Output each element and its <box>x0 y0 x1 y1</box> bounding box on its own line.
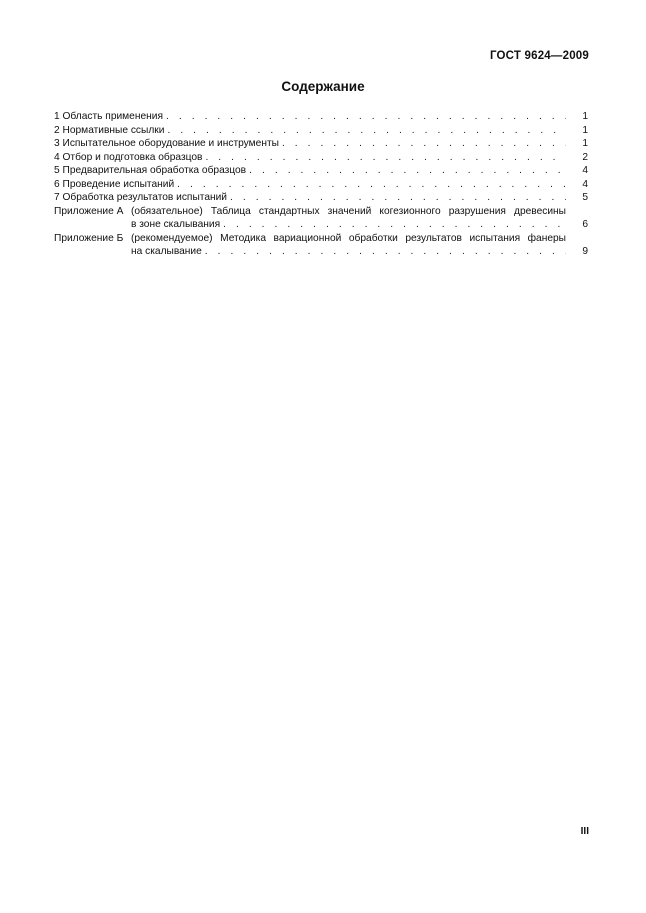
toc-item-results-processing[interactable] <box>54 191 588 205</box>
toc-item-annex-b[interactable] <box>54 232 588 259</box>
toc-item-text: 6 Проведение испытаний <box>54 178 175 190</box>
toc-item-sampling[interactable] <box>54 151 588 165</box>
toc-leader-dots <box>167 124 566 138</box>
toc-item-page: 6 <box>582 219 588 230</box>
toc-item-text: 7 Обработка результатов испытаний <box>54 192 227 203</box>
toc-item-scope[interactable] <box>54 110 588 124</box>
toc-item-text: 2 Нормативные ссылки <box>54 124 165 136</box>
annex-body <box>131 232 588 259</box>
toc-leader-dots <box>205 245 566 259</box>
toc-leader-dots <box>282 137 566 151</box>
annex-title-line2: на скалывание <box>131 246 202 257</box>
standard-id: ГОСТ 9624—2009 <box>489 50 589 62</box>
toc-leader-dots <box>230 191 566 205</box>
annex-title-line1: (рекомендуемое) Методика вариационной обработки результатов испытания фанеры <box>131 232 566 244</box>
toc-item-page: 4 <box>582 165 588 176</box>
toc-item-test-equipment[interactable] <box>54 137 588 151</box>
toc-title: Содержание <box>281 79 365 94</box>
toc-item-text: 1 Область применения <box>54 111 163 122</box>
annex-title-line1: (обязательное) Таблица стандартных значений когезионного разрушения древесины <box>131 205 566 217</box>
toc-item-page: 5 <box>582 192 588 203</box>
toc-item-pretreatment[interactable] <box>54 164 588 178</box>
toc-item-page: 1 <box>582 111 588 122</box>
toc-item-page: 4 <box>582 178 588 190</box>
annex-label: Приложение А <box>54 205 124 217</box>
table-of-contents <box>54 110 588 259</box>
annex-label: Приложение Б <box>54 232 124 244</box>
toc-leader-dots <box>166 110 566 124</box>
toc-item-page: 1 <box>582 138 588 149</box>
toc-item-testing[interactable] <box>54 178 588 192</box>
toc-leader-dots <box>177 178 566 192</box>
toc-item-page: 9 <box>582 246 588 257</box>
toc-leader-dots <box>205 151 566 165</box>
toc-item-normative-references[interactable] <box>54 124 588 138</box>
toc-leader-dots <box>249 164 566 178</box>
annex-title-line2: в зоне скалывания <box>131 219 221 230</box>
toc-item-annex-a[interactable] <box>54 205 588 232</box>
toc-item-page: 2 <box>582 151 588 163</box>
toc-item-text: 4 Отбор и подготовка образцов <box>54 151 203 163</box>
page-number: III <box>580 826 589 837</box>
toc-item-page: 1 <box>582 124 588 136</box>
annex-body <box>131 205 588 232</box>
toc-leader-dots <box>223 218 566 232</box>
document-header <box>490 50 589 62</box>
toc-item-text: 3 Испытательное оборудование и инструменты <box>54 138 279 149</box>
toc-item-text: 5 Предварительная обработка образцов <box>54 165 247 176</box>
